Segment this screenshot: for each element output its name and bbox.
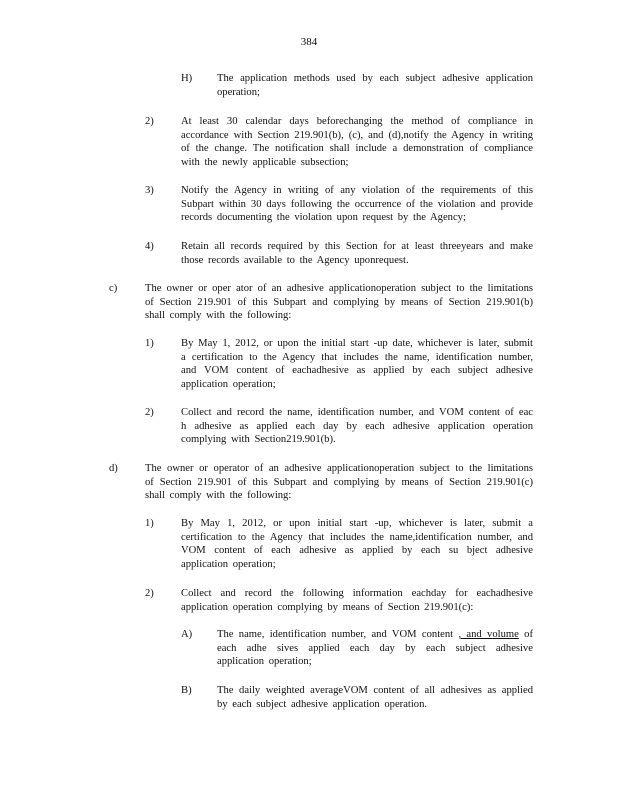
item-label: d) <box>109 463 118 474</box>
item-text: Retain all records required by this Section for at least threeyears and make those records available to the Agency uponrequest. <box>181 241 533 266</box>
item-text: The application methods used by each subject adhesive application operation; <box>217 73 533 98</box>
item-label: 1) <box>145 518 154 529</box>
item-text: Notify the Agency in writing of any violation of the requirements of this Subpart within 30 days following the occurrence of the violation and provide records documenting the violation upon request by the Agency; <box>181 185 533 224</box>
item-text-before: The name, identification number, and VOM content <box>217 629 459 640</box>
item-label: 2) <box>145 588 154 599</box>
item-label: 4) <box>145 241 154 252</box>
item-label: B) <box>181 685 192 696</box>
item-text <box>217 628 533 669</box>
item-text: Collect and record the following information eachday for eachadhesive application operation complying by means of Section 219.901(c): <box>181 588 533 613</box>
item-text: At least 30 calendar days beforechanging the method of compliance in accordance with Section 219.901(b), (c), and (d),notify the Agency in writing of the change. The notification shall include a demonstration of compliance with the newly applicable subsection; <box>181 116 533 169</box>
item-label: c) <box>109 283 118 294</box>
item-text-after: of each adhe sives applied each day by each subject adhesive application operation; <box>217 629 533 668</box>
item-label: 1) <box>145 338 154 349</box>
item-label: 2) <box>145 407 154 418</box>
item-text: The owner or operator of an adhesive applicationoperation subject to the limitations of Section 219.901 of this Subpart and complying by means of Section 219.901(c) shall comply with the following: <box>145 463 533 502</box>
item-text: By May 1, 2012, or upon initial start -up, whichever is later, submit a certification to the Agency that includes the name,identification number, and VOM content of each adhesive as applied by each su bject adhesive application operation; <box>181 518 533 571</box>
item-text: By May 1, 2012, or upon the initial start -up date, whichever is later, submit a certification to the Agency that includes the name, identification number, and VOM content of eachadhesive as applied by each subject adhesive application operation; <box>181 338 533 391</box>
page-number: 384 <box>300 36 318 48</box>
item-label: H) <box>181 73 193 84</box>
item-label: 2) <box>145 116 154 127</box>
item-text: The daily weighted averageVOM content of all adhesives as applied by each subject adhesive application operation. <box>217 685 533 710</box>
item-text: Collect and record the name, identification number, and VOM content of eac h adhesive as applied each day by each adhesive application operation complying with Section219.901(b). <box>181 407 533 446</box>
item-text: The owner or oper ator of an adhesive applicationoperation subject to the limitations of Section 219.901 of this Subpart and complying by means of Section 219.901(b) shall comply with the following: <box>145 283 533 322</box>
underlined-insertion: , and volume <box>458 629 519 640</box>
item-label: 3) <box>145 185 154 196</box>
item-label: A) <box>181 629 193 640</box>
